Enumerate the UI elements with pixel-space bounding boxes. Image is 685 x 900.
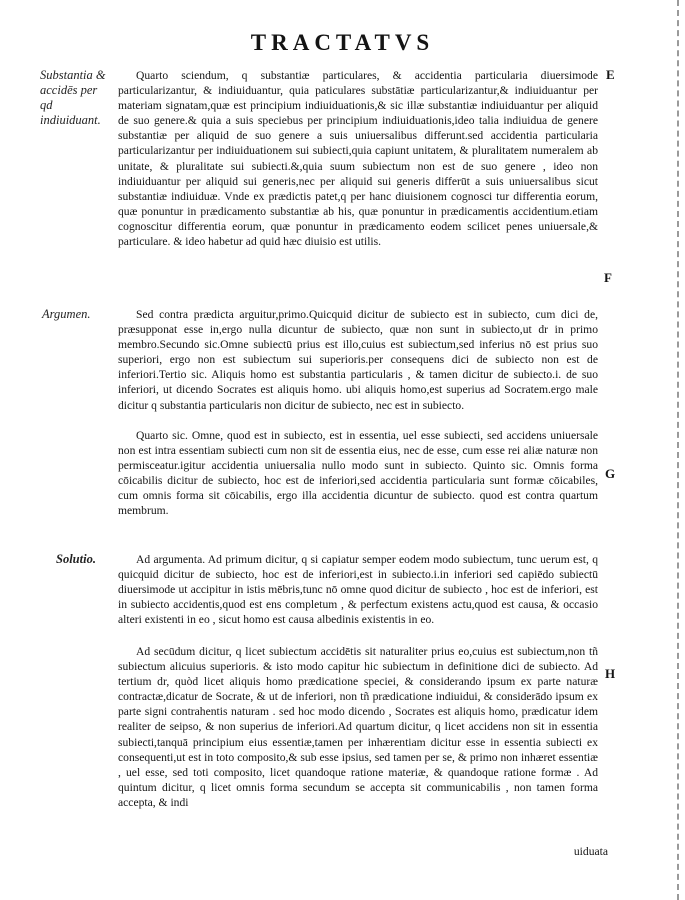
running-header: TRACTATVS — [250, 30, 435, 55]
section-letter-g: G — [605, 466, 616, 481]
paragraph-ad-argumenta — [118, 552, 598, 627]
section-letter-e: E — [606, 67, 615, 82]
paragraph-text: Sed contra prædicta arguitur,primo.Quicquid dicitur de subiecto est in subiecto, cum dici de, præsupponat esse in,ergo nulla dicuntur de subiecto, quæ non sunt in subiecto,ut dr in primo membro.Secundo sic.Omne subiectū prius est illo,cuius est subiectum,sed inferius nō est prius suo superiori, ergo non est subiectum sui superioris.per consequens dici de subiecto non est de inferiori.Tertio sic. Aliquis homo est substantia particularis , & tamen dicitur de subiecto.i. de suo inferiori, ut dicendo Socrates est aliquis homo. ubi aliquis homo,est superius ad Socratem.ergo male dicitur q substantia particularis non dicitur de subiecto, nec est in subiecto. — [118, 308, 598, 412]
margin-note-solutio: Solutio. — [56, 552, 96, 566]
margin-note-substantia: Substantia & accidēs per qd indiuiduant. — [40, 68, 106, 127]
section-letter-f: F — [604, 270, 612, 285]
paragraph-sed-contra — [118, 307, 598, 413]
paragraph-quarto-sciendum — [118, 68, 598, 249]
paragraph-text: Quarto sic. Omne, quod est in subiecto, est in essentia, uel esse subiecti, sed accidens uniuersale non est intra essentiam subiecti cum non sit de essentia eius, nec de esse, cum esse rei aliæ naturæ non permisceatur.igitur accidentia uniuersalia nullo modo sunt in subiecto. Quinto sic. Omnis forma cōicabilis dicitur de subiecto, hoc est de inferiori,sed accidentia particularia sunt formæ cōicabiles, cum omnis forma sit cōicabilis, ergo illa accidentia dicuntur de subiecto. quod est contra quartum membrum. — [118, 429, 598, 518]
paragraph-text: Quarto sciendum, q substantiæ particulares, & accidentia particularia diuersimode particularizantur, & indiuiduantur, quia paticulares substātiæ particularizantur,& indiuiduantur per materiam signatam,quæ est principium indiuiduationis,& sic illæ substantiæ indiuiduantur per aliquid de suo genere.& quia a suis speciebus per principium indiuiduationis,ideo talia indiuidua de genere substantiæ per aliquid de suo genere a suis uniuersalibus differunt.sed accidentia particularia particularizantur per indiuiduationem sui subiecti,quia capiunt unitatem, & pluralitatem numeralem ab unitate, & pluralitate sui subiecti.&,quia suum subiectum non est de suo genere , ideo non indiuiduantur per aliquid sui generis,nec per aliquid sui generis differūt a suis uniuersalibus sicut substantiæ indiuiduæ. Vnde ex prædictis patet,q per hanc diuisionem cognosci tur differentia eorum, quæ ponuntur in prædicamento substantiæ ab his, quæ ponuntur in prædicamentis accidentium.etiam cognoscitur differentia eorum, quæ ponuntur in prædicamento eodem scilicet penes uniuersale,& particulare. & ideo habetur ad quid hæc diuisio est utilis. — [118, 69, 598, 249]
catchword: uiduata — [573, 845, 608, 858]
paragraph-ad-secundum — [118, 644, 598, 810]
paragraph-quarto-sic — [118, 428, 598, 519]
paragraph-text: Ad secūdum dicitur, q licet subiectum accidētis sit naturaliter prius eo,cuius est subiectum,non tñ subiectum alicuius superioris. & isto modo capitur hic subiectum in definitione dici de subiecto. Ad tertium dr, quòd licet aliquis homo prædicatione speciei, & considerando ipsum ex parte naturæ contractæ,dicatur de Socrate, & ut de inferiori, non tñ prædicatione indiuidui, & considerādo ipsum ex parte signi contrahentis naturam . sed hoc modo dicendo , Socrates est aliquis homo, prædicatur idem realiter de seipso, & non superius de inferiori.Ad quartum dicitur, q licet accidens non sit in essentia subiecti,tanquā principium eius essentiæ,tamen per inhærentiam dicitur esse in essentia subiecti ex consequenti,ut est in toto composito,& sub esse ipsius, sed tamen per se, & primo non inhæret essentiæ , uel esse, sed toti composito, licet quandoque ratione materiæ, & quandoque ratione formæ . Ad quintum dicitur, q licet omnis forma secundum se accepta sit communicabilis , non tamen forma accepta, & indi — [118, 645, 598, 809]
paragraph-text: Ad argumenta. Ad primum dicitur, q si capiatur semper eodem modo subiectum, tunc uerum est, q quicquid dicitur de subiecto, hoc est de inferiori,est in subiecto.i.in inferiori sed capiēdo subiectū diuersimode ut accipitur in istis mēbris,tunc nō omne quod dicitur de subiecto , hoc est de inferiori, est in subiecto accidentis,quod est ens completum , & perfectum existens actu,quod est causa, & occasio alteri existenti in eo , sicut homo est causa albedinis existentis in eo. — [118, 553, 598, 627]
page-edge — [677, 0, 683, 900]
margin-note-argumen: Argumen. — [42, 307, 91, 321]
section-letter-h: H — [605, 666, 616, 681]
